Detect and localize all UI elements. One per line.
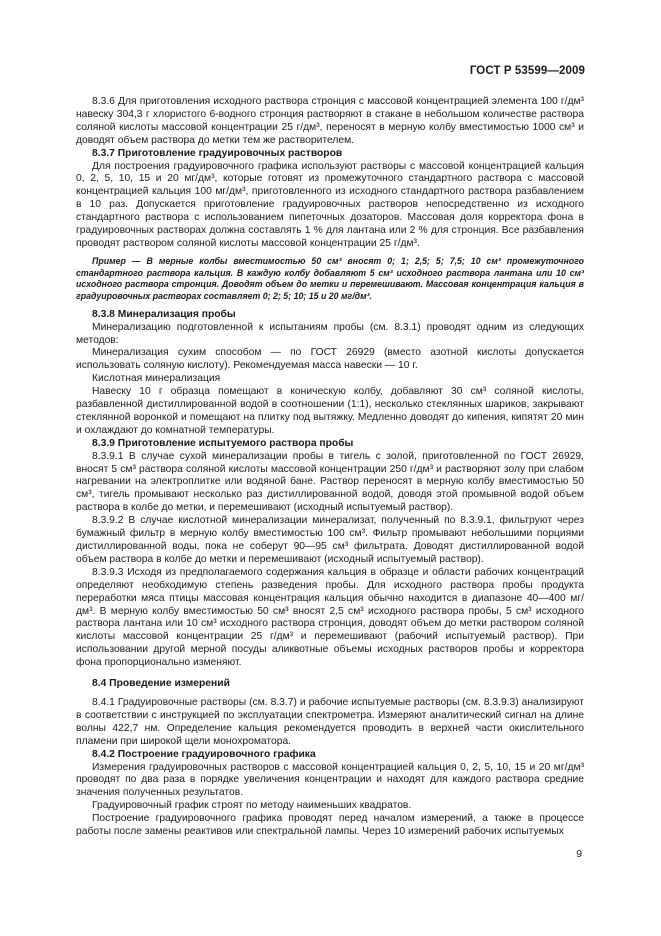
paragraph: Минерализацию подготовленной к испытаниям пробы (см. 8.3.1) проводят одним из следующих методов:: [76, 321, 584, 346]
heading-8-4-2: 8.4.2 Построение градуировочного графика: [92, 748, 316, 760]
heading-8-3-8: 8.3.8 Минерализация пробы: [92, 308, 236, 320]
paragraph: Построение градуировочного графика проводят перед началом измерений, а также в процессе работы после замены реактивов или спектральной лампы. Через 10 измерений рабочих испытуемых: [76, 813, 584, 838]
document-body: [76, 96, 584, 839]
paragraph: Для построения градуировочного графика используют растворы с массовой концентрацией кальция 0, 2, 5, 10, 15 и 20 мг/дм³, которые готовят из промежуточного стандартного раствора с массовой концентрацией кальция 100 мг/дм³, приготовленного из исходного стандартного раствора разбавлением в 10 раз. Допускается приготовление градуировочных растворов непосредственно из исходного стандартного раствора с использованием пипеточных дозаторов. Массовая доля корректора фона в градуировочных растворах должна составлять 1 % для лантана или 2 % для стронция. Все разбавления проводят раствором соляной кислоты массовой концентрации 25 г/дм³.: [76, 160, 584, 249]
paragraph: Кислотная минерализация: [92, 373, 221, 385]
paragraph: Навеску 10 г образца помещают в коническую колбу, добавляют 30 см³ соляной кислоты, разбавленной дистиллированной водой в соотношении (1:1), несколько стеклянных шариков, закрывают стеклянной воронкой и помещают на плитку под вытяжку. Медленно доводят до кипения, кипятят 20 мин и охлаждают до комнатной температуры.: [76, 386, 584, 436]
document-header: ГОСТ Р 53599—2009: [469, 65, 585, 77]
heading-8-4: 8.4 Проведение измерений: [92, 678, 230, 690]
heading-8-3-7: 8.3.7 Приготовление градуировочных растворов: [92, 147, 343, 159]
example-note: Пример — В мерные колбы вместимостью 50 см³ вносят 0; 1; 2,5; 5; 7,5; 10 см³ промежуточного стандартного раствора кальция. В каждую колбу добавляют 5 см³ исходного раствора лантана или 10 см³ исходного раствора стронция. Доводят объем до метки и перемешивают. Массовая концентрация кальция в градуировочных растворах составляет 0; 2; 5; 10; 15 и 20 мг/дм³.: [76, 255, 584, 301]
heading-8-3-9: 8.3.9 Приготовление испытуемого раствора пробы: [92, 437, 354, 449]
paragraph: Градуировочный график строят по методу наименьших квадратов.: [92, 800, 412, 812]
paragraph-8-3-9-3: 8.3.9.3 Исходя из предполагаемого содержания кальция в образце и области рабочих концентраций определяют необходимую степень разведения пробы. Для исходного раствора пробы продукта переработки мяса птицы массовая концентрация кальция обычно находится в диапазоне 40—400 мг/дм³. В мерную колбу вместимостью 50 см³ вносят 2,5 см³ исходного раствора пробы, 5 см³ исходного раствора лантана или 10 см³ исходного раствора стронция, доводят объем до метки раствором соляной кислоты массовой концентрации 25 г/дм³ и перемешивают (рабочий испытуемый раствор). При использовании другой мерной посуды аликвотные объемы исходных растворов пробы и корректора фона пропорционально изменяют.: [76, 566, 584, 669]
paragraph-8-3-9-2: 8.3.9.2 В случае кислотной минерализации минерализат, полученный по 8.3.9.1, фильтруют через бумажный фильтр в мерную колбу вместимостью 100 см³. Фильтр промывают небольшими порциями дистиллированной воды, пока не соберут 90—95 см³ фильтрата. Доводят дистиллированной водой объем раствора в колбе до метки и перемешивают (исходный испытуемый раствор).: [76, 515, 584, 565]
paragraph: Измерения градуировочных растворов с массовой концентрацией кальция 0, 2, 5, 10, 15 и 20 мг/дм³ проводят по два раза в порядке увеличения концентрации и находят для каждого раствора средние значения полученных результатов.: [76, 761, 584, 799]
paragraph: Минерализация сухим способом — по ГОСТ 26929 (вместо азотной кислоты допускается использовать соляную кислоту). Рекомендуемая масса навески — 10 г.: [76, 347, 584, 372]
paragraph-8-4-1: 8.4.1 Градуировочные растворы (см. 8.3.7) и рабочие испытуемые растворы (см. 8.3.9.3) анализируют в соответствии с инструкцией по эксплуатации спектрометра. Измеряют аналитический сигнал на длине волны 422,7 нм. Определение кальция рекомендуется проводить в верхней части окислительного пламени при широкой щели монохроматора.: [76, 696, 584, 747]
paragraph-8-3-6: 8.3.6 Для приготовления исходного раствора стронция с массовой концентрацией элемента 100 г/дм³ навеску 304,3 г хлористого 6-водного стронция растворяют в стакане в небольшом количестве раствора соляной кислоты массовой концентрации 25 г/дм³, переносят в мерную колбу вместимостью 1000 см³ и доводят объем раствора до метки тем же растворителем.: [76, 96, 584, 146]
page-number: 9: [576, 849, 582, 860]
paragraph-8-3-9-1: 8.3.9.1 В случае сухой минерализации пробы в тигель с золой, приготовленной по ГОСТ 26929, вносят 5 см³ раствора соляной кислоты массовой концентрации 250 г/дм³ и растворяют золу при слабом нагревании на электроплитке или водяной бане. Раствор переносят в мерную колбу вместимостью 50 см³, тигель промывают несколько раз дистиллированной водой, доводя этой промывной водой объем раствора в колбе до метки, и перемешивают (исходный испытуемый раствор).: [76, 450, 584, 514]
